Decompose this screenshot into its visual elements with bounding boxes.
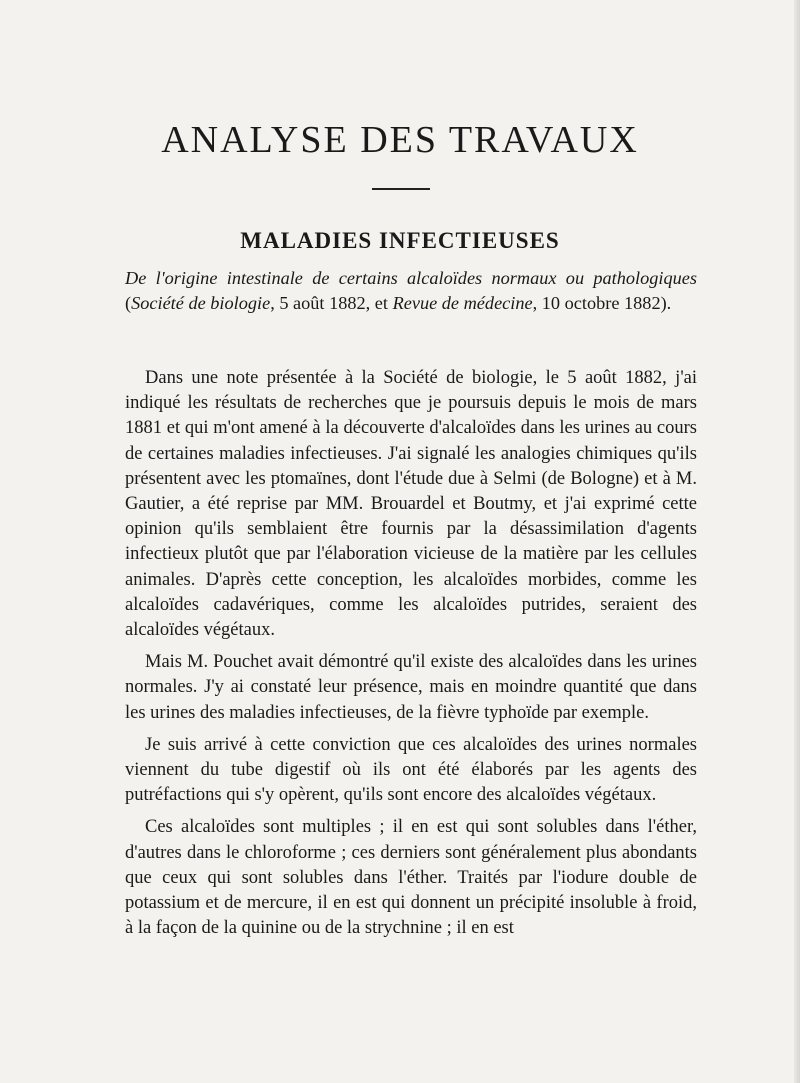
- reference-journal-2: Revue de médecine: [392, 293, 533, 313]
- section-heading: MALADIES INFECTIEUSES: [240, 228, 560, 253]
- article-body: [125, 366, 697, 948]
- title-divider: [372, 188, 430, 190]
- paragraph: Dans une note présentée à la Société de biologie, le 5 août 1882, j'ai indiqué les résultats de recherches que je poursuis depuis le mois de mars 1881 et qui m'ont amené à la découverte d'alcaloïdes dans les urines au cours de certaines maladies infectieuses. J'ai signalé les analogies chimiques qu'ils présentent avec les ptomaïnes, dont l'étude due à Selmi (de Bologne) et à M. Gautier, a été reprise par MM. Brouardel et Boutmy, et j'ai exprimé cette opinion qu'ils semblaient être fournis par la désassimilation d'agents infectieux plutôt que par l'élaboration vicieuse de la matière par les cellules animales. D'après cette conception, les alcaloïdes morbides, comme les alcaloïdes cadavériques, comme les alcaloïdes putrides, seraient des alcaloïdes végétaux.: [125, 368, 697, 641]
- article-reference: [125, 266, 697, 316]
- page-title: ANALYSE DES TRAVAUX: [161, 119, 639, 161]
- paragraph: Je suis arrivé à cette conviction que ces alcaloïdes des urines normales viennent du tube digestif où ils ont été élaborés par les agents des putréfactions qui s'y opèrent, qu'ils sont encore des alcaloïdes végétaux.: [125, 734, 697, 806]
- paragraph: Mais M. Pouchet avait démontré qu'il existe des alcaloïdes dans les urines normales. J'y ai constaté leur présence, mais en moindre quantité que dans les urines des maladies infectieuses, de la fièvre typhoïde par exemple.: [125, 652, 697, 723]
- reference-date-1: , 5 août 1882, et: [270, 293, 393, 313]
- reference-open-paren: (: [125, 293, 132, 313]
- reference-journal-1: Société de biologie: [131, 293, 271, 313]
- page-edge: [794, 0, 800, 1083]
- paragraph: Ces alcaloïdes sont multiples ; il en est qui sont solubles dans l'éther, d'autres dans le chloroforme ; ces derniers sont généralement plus abondants que ceux qui sont solubles dans l'éther. Traités par l'iodure double de potassium et de mercure, il en est qui donnent un précipité insoluble à froid, à la façon de la quinine ou de la strychnine ; il en est: [125, 817, 697, 939]
- reference-subject: De l'origine intestinale de certains alcaloïdes normaux ou pathologiques: [125, 268, 697, 288]
- reference-date-2: , 10 octobre 1882).: [532, 293, 672, 313]
